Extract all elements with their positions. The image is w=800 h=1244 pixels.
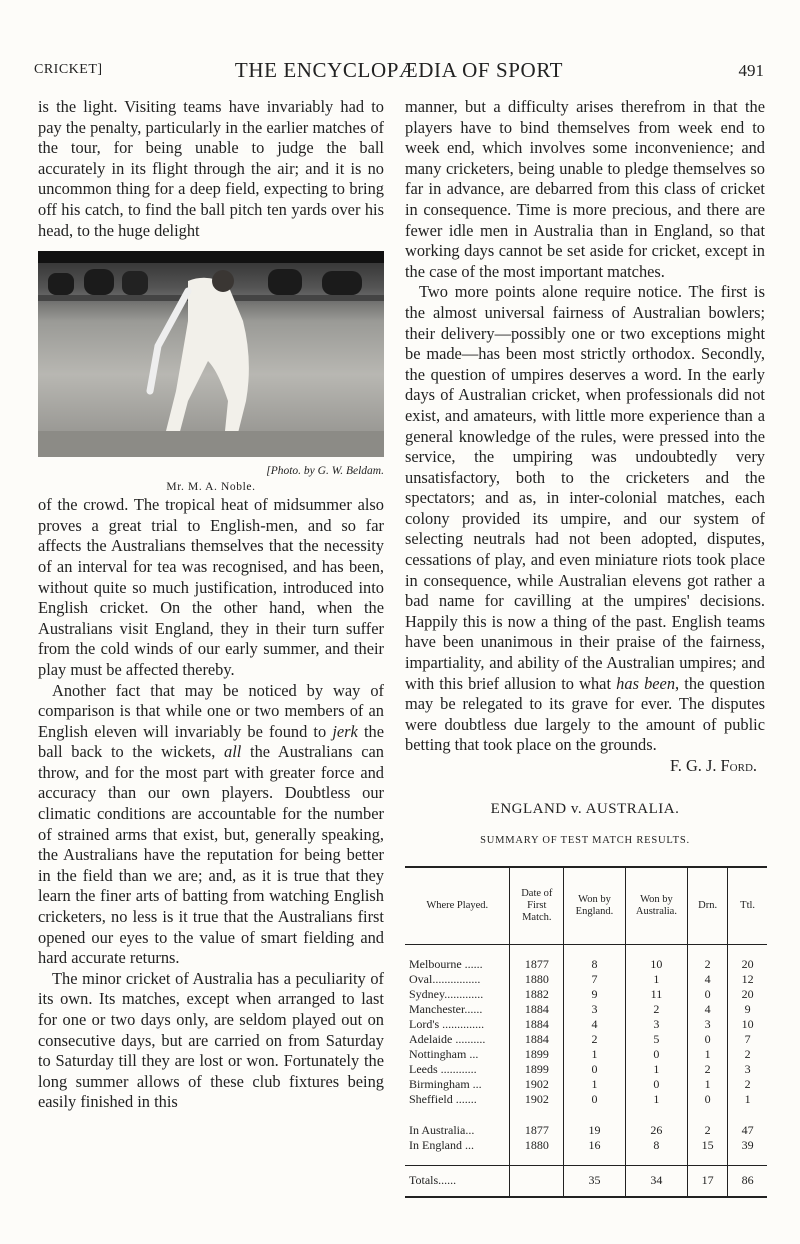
page-number: 491 (738, 61, 764, 80)
spacer-cell (564, 944, 626, 957)
cell-australia: 0 (625, 1047, 687, 1062)
table-title: ENGLAND v. AUSTRALIA. (490, 800, 680, 817)
cell-total: 39 (728, 1138, 767, 1153)
cell-drawn: 3 (688, 1017, 728, 1032)
cell-total: 47 (728, 1123, 767, 1138)
cell-australia: 10 (625, 957, 687, 972)
cell-date (510, 1165, 564, 1197)
paragraph-two-points (405, 282, 765, 756)
cell-date: 1902 (510, 1092, 564, 1107)
cell-australia: 1 (625, 1062, 687, 1077)
spacer-cell (405, 944, 510, 957)
cell-total: 2 (728, 1047, 767, 1062)
spacer-cell (625, 1107, 687, 1123)
spacer-cell (564, 1153, 626, 1166)
totals-row (405, 1165, 767, 1197)
cell-place: Oval................ (409, 971, 481, 986)
cell-place: Sheffield ....... (409, 1091, 477, 1106)
table-row (405, 1002, 767, 1017)
cell-place: Sydney............. (409, 986, 484, 1001)
cell-drawn: 0 (688, 987, 728, 1002)
italic-has-been: has been (616, 673, 676, 693)
cell-england: 16 (564, 1138, 626, 1153)
cell-england: 2 (564, 1032, 626, 1047)
cell-drawn: 1 (688, 1077, 728, 1092)
cell-total: 1 (728, 1092, 767, 1107)
cell-total: 7 (728, 1032, 767, 1047)
header-total: Ttl. (728, 867, 767, 945)
cell-england: 0 (564, 1062, 626, 1077)
cell-england: 0 (564, 1092, 626, 1107)
subtotal-row (405, 1123, 767, 1138)
cell-drawn: 2 (688, 957, 728, 972)
spacer-cell (510, 1107, 564, 1123)
paragraph-another-fact (38, 681, 384, 969)
table-row (405, 972, 767, 987)
spacer-cell (688, 944, 728, 957)
cell-australia: 1 (625, 1092, 687, 1107)
table-row (405, 1032, 767, 1047)
cell-australia: 8 (625, 1138, 687, 1153)
cell-date: 1884 (510, 1017, 564, 1032)
spacer-cell (688, 1153, 728, 1166)
paragraph-manner: manner, but a difficulty arises therefrom in that the players have to bind themselves from week end to week end, which involves some inconvenience; and many cricketers, being unable to pledge themselves so far in advance, are debarred from this class of cricket in consequence. Time is more precious, and there are fewer idle men in Australia than in England, so that working days cannot be set aside for cricket, except in the case of the most important matches. (405, 97, 765, 281)
cell-place: Nottingham ... (409, 1046, 479, 1061)
cell-place: Birmingham ... (409, 1076, 482, 1091)
spacer-cell (728, 944, 767, 957)
cell-drawn: 15 (688, 1138, 728, 1153)
cell-total: 20 (728, 957, 767, 972)
spacer-cell (510, 944, 564, 957)
cell-place: Adelaide .......... (409, 1031, 486, 1046)
spacer-cell (728, 1107, 767, 1123)
cell-place: Lord's .............. (409, 1016, 485, 1031)
cell-place: Manchester...... (409, 1001, 483, 1016)
author-signature: F. G. J. Ford. (669, 756, 757, 775)
cell-england: 1 (564, 1077, 626, 1092)
text-run: , the question may be relegated to its grave for ever. The disputes were doubtless due largely to the amount of public betting that took place on the grounds. (405, 673, 765, 755)
italic-all: all (224, 742, 242, 762)
cell-date: 1880 (510, 972, 564, 987)
test-match-results-table (405, 866, 767, 1198)
right-column (405, 97, 765, 1198)
cell-drawn: 4 (688, 972, 728, 987)
text-run: the Australians can throw, and for the most part with greater force and accuracy than our own players. Doubtless our climatic conditions are accountable for the number of strained arms that exist, but, generally speaking, the Australians have the reputation for being better in the field than we are; and, as it is true that they learn the finer arts of batting from watching English cricketers, no less is it true that the Australians first opened our eyes to the value of smart fielding and hard accurate returns. (38, 742, 385, 968)
cricketer-photo-icon (38, 251, 384, 457)
cell-england: 9 (564, 987, 626, 1002)
spacer-row (405, 944, 767, 957)
table-row (405, 1077, 767, 1092)
cell-england: 1 (564, 1047, 626, 1062)
cell-australia: 0 (625, 1077, 687, 1092)
cell-drawn: 0 (688, 1032, 728, 1047)
italic-jerk: jerk (332, 721, 358, 741)
cell-total: 9 (728, 1002, 767, 1017)
table-row (405, 1017, 767, 1032)
photo-mr-noble (38, 251, 384, 457)
cell-england: 7 (564, 972, 626, 987)
header-where-played: Where Played. (405, 867, 510, 945)
text-run: the ball back to the wickets, (38, 721, 384, 762)
subtotal-row (405, 1138, 767, 1153)
cell-date: 1902 (510, 1077, 564, 1092)
cell-england: 19 (564, 1123, 626, 1138)
photo-credit: [Photo. by G. W. Beldam. (266, 465, 384, 478)
book-title: THE ENCYCLOPÆDIA OF SPORT (234, 58, 564, 82)
cell-drawn: 4 (688, 1002, 728, 1017)
paragraph-minor-cricket: The minor cricket of Australia has a peculiarity of its own. Its matches, except when arranged to last for one or two days only, are seldom played out on consecutive days, but are carried on from Saturday to Saturday till they are lost or won. Fortunately the long summer allows of these club fixtures being easily finished in this (38, 968, 384, 1112)
text-run: Two more points alone require notice. The first is the almost universal fairness of Australian bowlers; their delivery—possibly one or two exceptions might be made—has been most strictly orthodox. Secondly, the question of umpires deserves a word. In the early days of Australian cricket, when professionals did not exist, and amateurs, with little more experience than a general knowledge of the rules, were pressed into the service, the umpiring was undoubtedly very unsatisfactory, both to the cricketers and the spectators; and as, in inter-colonial matches, each colony provided its umpire, and our system of selecting neutrals had not been adopted, disputes, cessations of play, and even miniature riots took place in consequence, while Australian elevens got rather a bad name for cavilling at the umpires' decisions. Happily this is now a thing of the past. English teams have been unanimous in their praise of the fairness, impartiality, and ability of the Australian umpires; and with this brief allusion to what (405, 282, 765, 693)
cell-england: 3 (564, 1002, 626, 1017)
cell-date: 1877 (510, 957, 564, 972)
cell-drawn: 2 (688, 1062, 728, 1077)
section-label: CRICKET] (34, 62, 103, 77)
cell-drawn: 17 (688, 1165, 728, 1197)
table-row (405, 1062, 767, 1077)
spacer-cell (405, 1107, 510, 1123)
cell-australia: 11 (625, 987, 687, 1002)
cell-australia: 34 (625, 1165, 687, 1197)
header-drawn: Drn. (688, 867, 728, 945)
header-date-first-match: Date of First Match. (510, 867, 564, 945)
cell-total: 12 (728, 972, 767, 987)
spacer-row (405, 1153, 767, 1166)
cell-total: 20 (728, 987, 767, 1002)
photo-caption: Mr. M. A. Noble. (166, 481, 256, 494)
cell-place: Leeds ............ (409, 1061, 477, 1076)
cell-total: 3 (728, 1062, 767, 1077)
paragraph-crowd: of the crowd. The tropical heat of midsummer also proves a great trial to English-men, and so far affects the Australians themselves that the necessity of an interval for tea was recognised, and has been, without quite so much justification, introduced into English cricket. On the other hand, when the Australians visit England, they in their turn suffer from the cold winds of our early summer, and their play must be affected thereby. (38, 495, 384, 679)
cell-date: 1884 (510, 1002, 564, 1017)
cell-australia: 2 (625, 1002, 687, 1017)
spacer-row (405, 1107, 767, 1123)
cell-total: 2 (728, 1077, 767, 1092)
cell-date: 1877 (510, 1123, 564, 1138)
cell-place: In England ... (409, 1137, 474, 1152)
cell-date: 1882 (510, 987, 564, 1002)
table-subtitle: SUMMARY OF TEST MATCH RESULTS. (480, 835, 690, 847)
table-header-row (405, 867, 767, 945)
cell-drawn: 1 (688, 1047, 728, 1062)
header-won-by-england: Won by England. (564, 867, 626, 945)
cell-australia: 1 (625, 972, 687, 987)
cell-total: 10 (728, 1017, 767, 1032)
cell-place: Totals...... (405, 1165, 510, 1197)
table-row (405, 957, 767, 972)
spacer-cell (728, 1153, 767, 1166)
paragraph-intro: is the light. Visiting teams have invariably had to pay the penalty, particularly in the earlier matches of the tour, for being unable to judge the ball accurately in its flight through the air; and it is no uncommon thing for a deep field, expecting to bring off his catch, to find the ball pitch ten yards over his head, to the huge delight (38, 97, 384, 240)
cell-place: Melbourne ...... (409, 956, 483, 971)
spacer-cell (564, 1107, 626, 1123)
cell-date: 1899 (510, 1047, 564, 1062)
cell-australia: 5 (625, 1032, 687, 1047)
table-row (405, 1092, 767, 1107)
cell-total: 86 (728, 1165, 767, 1197)
running-header (34, 58, 764, 84)
spacer-cell (688, 1107, 728, 1123)
spacer-cell (625, 1153, 687, 1166)
cell-date: 1899 (510, 1062, 564, 1077)
cell-place: In Australia... (409, 1122, 475, 1137)
cell-england: 4 (564, 1017, 626, 1032)
cell-date: 1884 (510, 1032, 564, 1047)
spacer-cell (625, 944, 687, 957)
cell-england: 35 (564, 1165, 626, 1197)
cell-australia: 3 (625, 1017, 687, 1032)
spacer-cell (405, 1153, 510, 1166)
header-won-by-australia: Won by Australia. (625, 867, 687, 945)
spacer-cell (510, 1153, 564, 1166)
table-row (405, 1047, 767, 1062)
table-row (405, 987, 767, 1002)
text-run: Another fact that may be noticed by way of comparison is that while one or two members of an English eleven will invariably be found to (38, 680, 384, 741)
left-column (38, 97, 384, 1113)
cell-drawn: 2 (688, 1123, 728, 1138)
cell-england: 8 (564, 957, 626, 972)
cell-date: 1880 (510, 1138, 564, 1153)
cell-australia: 26 (625, 1123, 687, 1138)
table-body (405, 944, 767, 1197)
cell-drawn: 0 (688, 1092, 728, 1107)
